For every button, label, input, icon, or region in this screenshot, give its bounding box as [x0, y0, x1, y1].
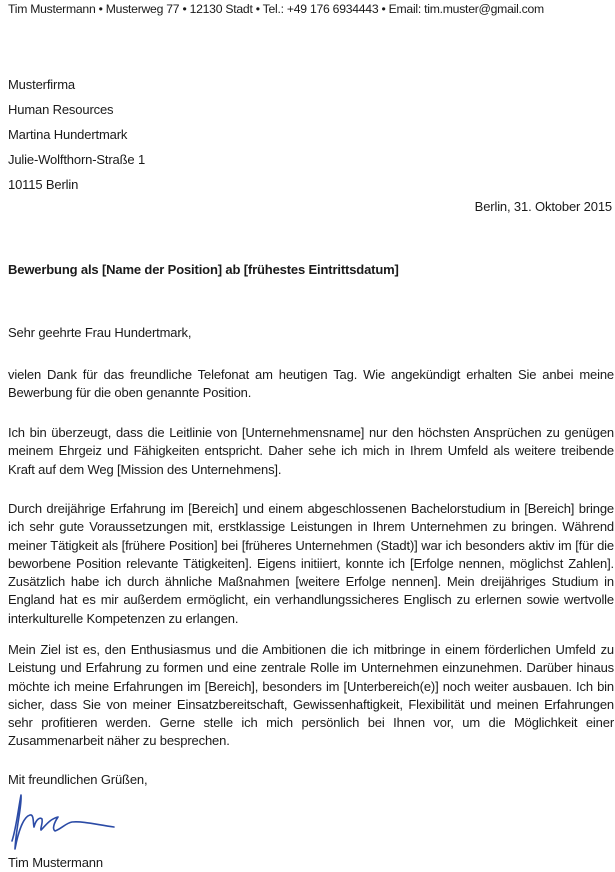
sender-line: Tim Mustermann • Musterweg 77 • 12130 Stadt • Tel.: +49 176 6934443 • Email: tim.muster@gmail.com [8, 2, 544, 16]
body-paragraph-2: Ich bin überzeugt, dass die Leitlinie von [Unternehmensname] nur den höchsten Ansprüchen zu genügen meinem Ehrgeiz und Fähigkeiten entspricht. Daher sehe ich mich in Ihrem Umfeld als weitere treibende Kraft auf dem Weg [Mission des Unternehmens]. [8, 425, 614, 477]
recipient-department: Human Resources [8, 102, 114, 117]
recipient-city: 10115 Berlin [8, 177, 79, 192]
body-paragraph-1: vielen Dank für das freundliche Telefonat am heutigen Tag. Wie angekündigt erhalten Sie anbei meine Bewerbung für die oben genannte Position. [8, 367, 614, 401]
body-paragraph-4: Mein Ziel ist es, den Enthusiasmus und die Ambitionen die ich mitbringe in einem förderlichen Umfeld zu Leistung und Erfahrung zu formen und eine zentrale Rolle im Unternehmen einzunehmen. Darüber hinaus möchte ich meine Erfahrungen im [Bereich], besonders im [Unterbereich(e)] noch weiter ausbauen. Ich bin sicher, dass Sie von meiner Einsatzbereitschaft, Gewissenhaftigkeit, Flexibilität und meinen Erfahrungen sehr profitieren werden. Gerne stelle ich mich persönlich bei Ihnen vor, um die Möglichkeit einer Zusammenarbeit näher zu besprechen. [8, 642, 614, 749]
salutation: Sehr geehrte Frau Hundertmark, [8, 325, 192, 340]
recipient-street: Julie-Wolfthorn-Straße 1 [8, 152, 146, 167]
recipient-company: Musterfirma [8, 77, 75, 92]
letter-date: Berlin, 31. Oktober 2015 [474, 199, 612, 214]
recipient-name: Martina Hundertmark [8, 127, 128, 142]
signer-name: Tim Mustermann [8, 855, 103, 870]
closing-phrase: Mit freundlichen Grüßen, [8, 772, 148, 787]
recipient-address [8, 72, 145, 197]
signature-image [6, 789, 121, 854]
signature-stroke [12, 795, 114, 849]
body-paragraph-3: Durch dreijährige Erfahrung im [Bereich] und einem abgeschlossenen Bachelorstudium in [Bereich] bringe ich sehr gute Voraussetzungen mit, erstklassige Leistungen in Ihrem Unternehmen zu bringen. Während meiner Tätigkeit als [frühere Position] bei [früheres Unternehmen (Stadt)] war ich besonders aktiv im [für die beworbene Position relevante Tätigkeiten]. Eigens initiiert, konnte ich [Erfolge nennen, möglichst Zahlen]. Zusätzlich habe ich durch ähnliche Maßnahmen [weitere Erfolge nennen]. Mein dreijähriges Studium in England hat es mir außerdem ermöglicht, ein verhandlungssicheres Englisch zu erlernen sowie wertvolle interkulturelle Kompetenzen zu erlangen. [8, 501, 614, 626]
letter-subject: Bewerbung als [Name der Position] ab [frühestes Eintrittsdatum] [8, 262, 399, 277]
